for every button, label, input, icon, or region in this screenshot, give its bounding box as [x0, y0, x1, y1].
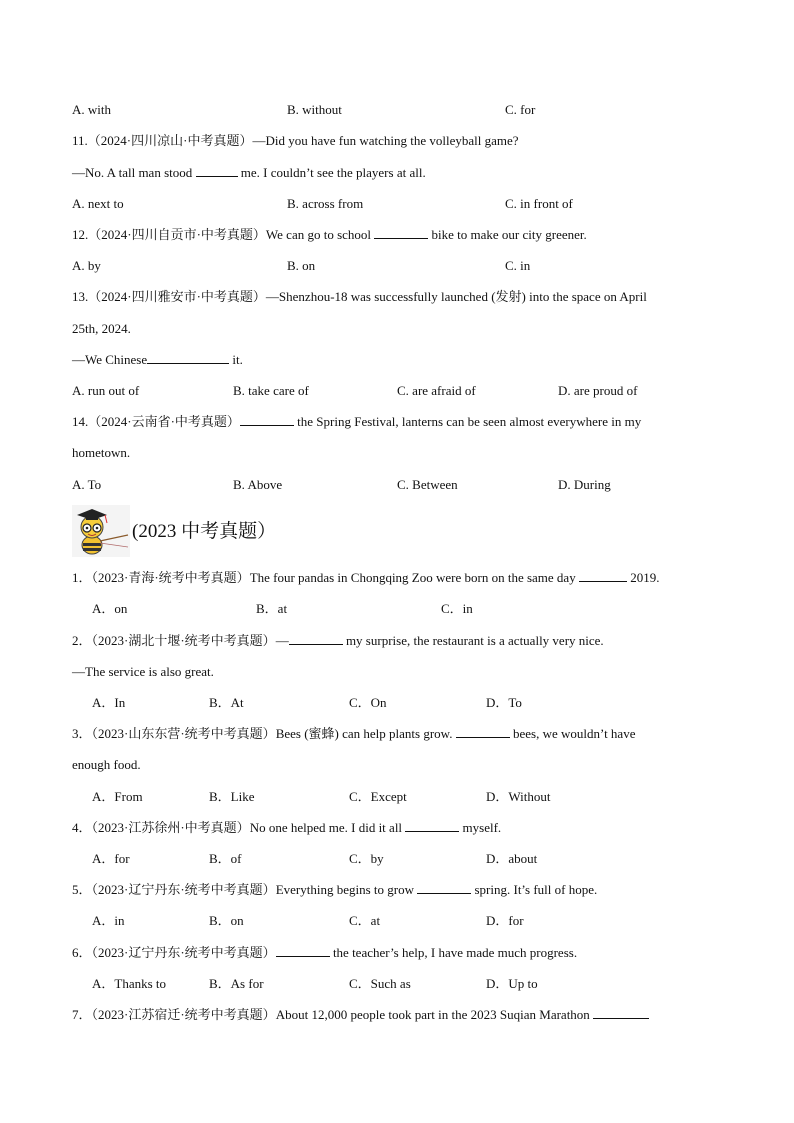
- option-b: B. without: [287, 102, 342, 117]
- option-a: A．From: [92, 789, 143, 804]
- question-text: the teacher’s help, I have made much progress.: [332, 945, 578, 960]
- question-text: bike to make our city greener.: [431, 227, 587, 242]
- question-s7: [72, 1006, 649, 1024]
- option-b: B．As for: [209, 976, 264, 991]
- option-a: A．In: [92, 695, 126, 710]
- option-d: D．Without: [486, 789, 551, 804]
- question-source: （2024·四川凉山·中考真题）: [87, 133, 253, 148]
- option-b: B．on: [209, 913, 244, 928]
- question-s6: [72, 944, 577, 962]
- question-text: me. I couldn’t see the players at all.: [240, 165, 426, 180]
- option-c: C. in: [505, 258, 531, 273]
- option-c: C．Except: [349, 789, 407, 804]
- question-source: （2023·江苏徐州·中考真题）: [91, 820, 250, 835]
- option-d: D．Up to: [486, 976, 538, 991]
- option-a: A．in: [92, 913, 125, 928]
- question-text: About 12,000 people took part in the 2023 Suqian Marathon: [275, 1007, 590, 1022]
- question-13: [72, 288, 647, 306]
- option-c: C．On: [349, 695, 387, 710]
- option-b: B. across from: [287, 196, 364, 211]
- question-s1: [72, 569, 659, 587]
- question-text: The four pandas in Chongqing Zoo were born on the same day: [249, 570, 576, 585]
- question-number: 11.: [72, 133, 88, 148]
- question-11-line2: [72, 164, 426, 182]
- question-13-line2: [72, 320, 131, 338]
- question-number: 13.: [72, 289, 89, 304]
- option-b: B．At: [209, 695, 244, 710]
- question-source: （2023·山东东营·统考中考真题）: [91, 726, 276, 741]
- question-text: myself.: [462, 820, 502, 835]
- option-c: C. for: [505, 102, 536, 117]
- option-c: C．by: [349, 851, 384, 866]
- answer-blank: [593, 1006, 649, 1019]
- question-text: —Did you have fun watching the volleyball game?: [252, 133, 519, 148]
- question-s4: [72, 819, 501, 837]
- answer-blank: [417, 881, 471, 894]
- answer-blank: [374, 226, 428, 239]
- option-d: D．To: [486, 695, 522, 710]
- graduate-mascot-icon: [72, 505, 130, 557]
- question-text: enough food.: [72, 757, 141, 772]
- question-text: Bees (蜜蜂) can help plants grow.: [275, 726, 453, 741]
- option-a: A. run out of: [72, 383, 140, 398]
- question-text: —: [275, 633, 289, 648]
- option-c: C. are afraid of: [397, 383, 476, 398]
- option-b: B. Above: [233, 477, 283, 492]
- question-13-line3: [72, 351, 243, 369]
- option-a: A. by: [72, 258, 101, 273]
- question-text: the Spring Festival, lanterns can be seen almost everywhere in my: [297, 414, 642, 429]
- question-source: （2023·辽宁丹东·统考中考真题）: [91, 945, 276, 960]
- option-b: B．at: [256, 601, 288, 616]
- question-s3: [72, 725, 635, 743]
- answer-blank: [405, 819, 459, 832]
- answer-blank: [289, 632, 343, 645]
- option-d: D. During: [558, 477, 611, 492]
- question-text: my surprise, the restaurant is a actually very nice.: [345, 633, 604, 648]
- question-12: [72, 226, 587, 244]
- option-b: B．Like: [209, 789, 255, 804]
- question-text: 25th, 2024.: [72, 321, 131, 336]
- question-source: （2023·青海·统考中考真题）: [91, 570, 250, 585]
- question-source: （2023·辽宁丹东·统考中考真题）: [91, 882, 276, 897]
- option-c: C. Between: [397, 477, 458, 492]
- option-a: A．on: [92, 601, 128, 616]
- question-14: [72, 413, 641, 431]
- answer-blank: [276, 944, 330, 957]
- option-c: C．at: [349, 913, 381, 928]
- question-s3-line2: [72, 756, 141, 774]
- question-number: 1．: [72, 570, 92, 585]
- question-text: —We Chinese: [72, 352, 148, 367]
- option-b: B. on: [287, 258, 316, 273]
- question-text: it.: [232, 352, 243, 367]
- question-number: 2．: [72, 633, 92, 648]
- question-number: 5．: [72, 882, 92, 897]
- option-d: D. are proud of: [558, 383, 638, 398]
- question-text: bees, we wouldn’t have: [512, 726, 636, 741]
- question-number: 12.: [72, 227, 89, 242]
- question-number: 4．: [72, 820, 92, 835]
- question-source: （2024·四川自贡市·中考真题）: [88, 227, 266, 242]
- option-a: A. next to: [72, 196, 124, 211]
- option-d: D．for: [486, 913, 524, 928]
- question-text: No one helped me. I did it all: [249, 820, 403, 835]
- question-14-line2: [72, 444, 130, 462]
- question-text: spring. It’s full of hope.: [474, 882, 598, 897]
- question-source: （2023·湖北十堰·统考中考真题）: [91, 633, 276, 648]
- option-b: B. take care of: [233, 383, 309, 398]
- answer-blank: [456, 725, 510, 738]
- question-text: —Shenzhou-18 was successfully launched (发射) into the space on April: [265, 289, 647, 304]
- option-d: D．about: [486, 851, 538, 866]
- question-source: （2023·江苏宿迁·统考中考真题）: [91, 1007, 276, 1022]
- question-number: 6．: [72, 945, 92, 960]
- question-text: 2019.: [630, 570, 660, 585]
- answer-blank: [579, 569, 627, 582]
- question-source: （2024·四川雅安市·中考真题）: [88, 289, 266, 304]
- option-a: A. To: [72, 477, 102, 492]
- question-number: 14.: [72, 414, 89, 429]
- section-title: (2023 中考真题）: [132, 521, 277, 542]
- option-c: C．Such as: [349, 976, 411, 991]
- question-text: We can go to school: [265, 227, 372, 242]
- question-text: —No. A tall man stood: [72, 165, 193, 180]
- question-number: 7．: [72, 1007, 92, 1022]
- question-s5: [72, 881, 597, 899]
- answer-blank: [147, 351, 229, 364]
- option-c: C．in: [441, 601, 473, 616]
- question-11: [72, 132, 519, 150]
- answer-blank: [196, 164, 238, 177]
- question-text: —The service is also great.: [72, 664, 214, 679]
- question-s2-line2: [72, 663, 214, 681]
- option-a: A．for: [92, 851, 130, 866]
- question-text: Everything begins to grow: [275, 882, 414, 897]
- question-number: 3．: [72, 726, 92, 741]
- question-text: hometown.: [72, 445, 131, 460]
- answer-blank: [240, 413, 294, 426]
- question-s2: [72, 632, 604, 650]
- option-c: C. in front of: [505, 196, 573, 211]
- option-a: A. with: [72, 102, 111, 117]
- option-a: A．Thanks to: [92, 976, 167, 991]
- question-source: （2024·云南省·中考真题）: [88, 414, 240, 429]
- section-header: [72, 505, 372, 557]
- option-b: B．of: [209, 851, 242, 866]
